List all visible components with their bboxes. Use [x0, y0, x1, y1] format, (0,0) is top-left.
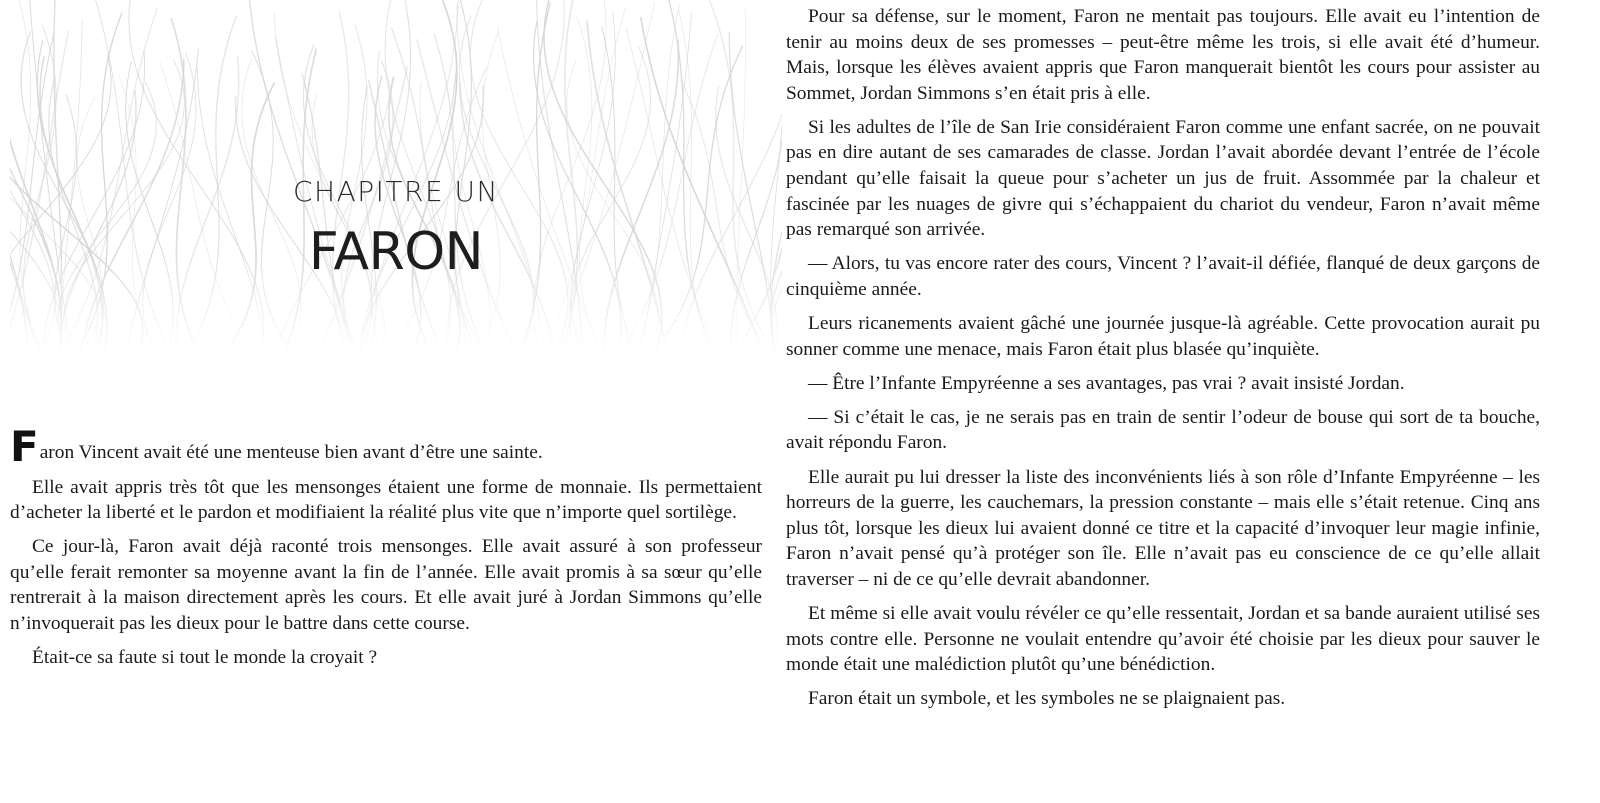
right-page-text	[786, 4, 1540, 720]
paragraph: — Si c’était le cas, je ne serais pas en train de sentir l’odeur de bouse qui sort de ta bouche, avait répondu Faron.	[786, 406, 1540, 454]
paragraph: Faron était un symbole, et les symboles ne se plaignaient pas.	[808, 688, 1286, 710]
drop-cap: F	[10, 422, 39, 471]
paragraph: Ce jour-là, Faron avait déjà raconté trois mensonges. Elle avait assuré à son professeur qu’elle ferait remonter sa moyenne avant la fin de l’année. Elle avait promis à sa sœur qu’elle rentrerait à la maison directement après les cours. Et elle avait juré à Jordan Simmons qu’elle n’invoquerait pas les dieux pour le battre dans cette course.	[10, 536, 762, 634]
opening-paragraph-text: aron Vincent avait été une menteuse bien avant d’être une sainte.	[39, 442, 543, 463]
paragraph: — Être l’Infante Empyréenne a ses avantages, pas vrai ? avait insisté Jordan.	[808, 372, 1405, 394]
paragraph: Elle aurait pu lui dresser la liste des inconvénients liés à son rôle d’Infante Empyréenne – les horreurs de la guerre, les cauchemars, la pression constante – mais elle s’était retenue. Cinq ans plus tôt, lorsque les dieux lui avaient donné ce titre et la capacité d’invoquer leur magie infinie, Faron n’avait pensé qu’à protéger son île. Elle n’avait pas eu conscience de ce qu’elle allait traverser – ni de ce qu’elle devrait abandonner.	[786, 466, 1540, 590]
paragraph: Leurs ricanements avaient gâché une journée jusque-là agréable. Cette provocation aurait pu sonner comme une menace, mais Faron était plus blasée qu’inquiète.	[786, 313, 1540, 360]
opening-paragraph	[10, 422, 762, 471]
chapter-title: FARON	[308, 222, 484, 282]
paragraph: — Alors, tu vas encore rater des cours, Vincent ? l’avait-il défiée, flanqué de deux garçons de cinquième année.	[786, 253, 1540, 300]
paragraph: Elle avait appris très tôt que les mensonges étaient une forme de monnaie. Ils permettaient d’acheter la liberté et le pardon et modifiaient la réalité plus vite que n’importe quel sortilège.	[10, 476, 762, 524]
left-page	[0, 0, 790, 803]
paragraph: Pour sa défense, sur le moment, Faron ne mentait pas toujours. Elle avait eu l’intention de tenir au moins deux de ses promesses – peut-être même les trois, si elle avait été d’humeur. Mais, lorsque les élèves avaient appris que Faron manquerait bientôt les cours pour assister au Sommet, Jordan Simmons s’en était pris à elle.	[786, 6, 1540, 104]
left-page-text	[10, 422, 762, 679]
chapter-number-label: CHAPITRE UN	[293, 175, 499, 208]
paragraph: Et même si elle avait voulu révéler ce qu’elle ressentait, Jordan et sa bande auraient utilisé ses mots contre elle. Personne ne voulait entendre qu’avoir été choisie par les dieux pour sauver le monde était une malédiction plutôt qu’une bénédiction.	[786, 602, 1540, 676]
paragraph: Si les adultes de l’île de San Irie considéraient Faron comme une enfant sacrée, on ne pouvait pas en dire autant de ses camarades de classe. Jordan l’avait abordée devant l’entrée de l’école pendant qu’elle faisait la queue pour s’acheter un jus de fruit. Assommée par la chaleur et fascinée par les nuages de givre qui s’échappaient du chariot du vendeur, Faron n’avait même pas remarqué son arrivée.	[786, 116, 1540, 241]
paragraph: Était-ce sa faute si tout le monde la croyait ?	[32, 647, 378, 669]
chapter-heading	[10, 172, 782, 290]
